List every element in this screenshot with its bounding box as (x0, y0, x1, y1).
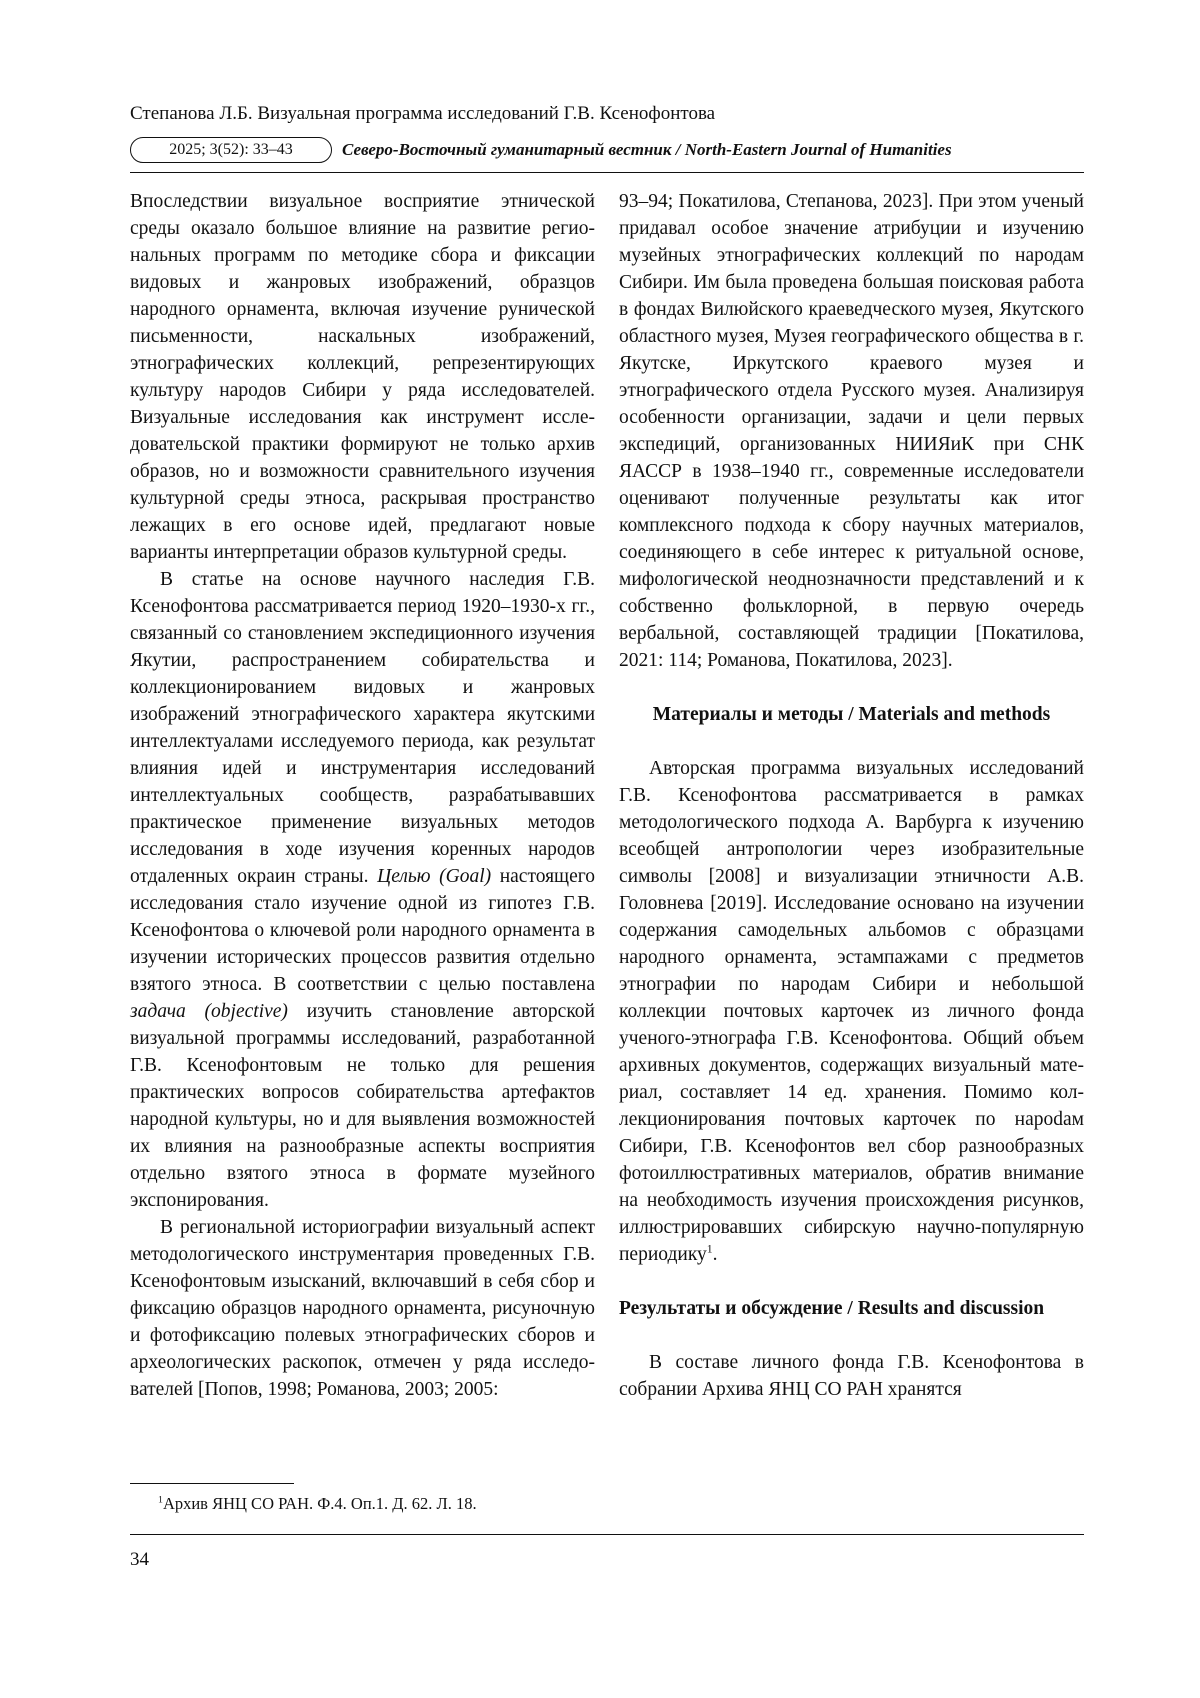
paragraph (130, 566, 595, 1214)
text-run: настоящего исследования стало изучение одной из гипотез Г.В. Ксенофонтова о ключевой роли народного орнамента в изучении исторических процессов развития отдельно взятого этноса. В соответствии с целью поставлена (130, 866, 595, 995)
spacer (619, 728, 1084, 755)
footnote-reference[interactable]: 1 (706, 1242, 713, 1256)
section-heading-materials: Материалы и методы / Materials and methods (652, 704, 1051, 725)
spacer (619, 1322, 1084, 1349)
footnote (158, 1492, 477, 1516)
spacer (619, 674, 1084, 701)
issue-badge: 2025; 3(52): 33–43 (130, 137, 332, 163)
footer-divider (130, 1534, 1084, 1535)
paragraph: В региональной историографии визуальный аспект методологического инструментария проведенных Г.В. Ксенофонтовым изысканий, включавший в себя сбор и фиксацию образцов народного орнамента, рисуночную и фотофиксацию полевых этнографических сборов и археологических раскопок, отмечен у ряда исследователей [Попов, 1998; Романова, 2003; 2005: (130, 1217, 595, 1400)
objective-term: задача (objective) (130, 1001, 288, 1022)
text-run: . (712, 1244, 718, 1265)
right-column (619, 188, 1084, 1403)
paragraph: В составе личного фонда Г.В. Ксенофонтова в собрании Архива ЯНЦ СО РАН хранятся (619, 1352, 1084, 1400)
paragraph: 93–94; Покатилова, Степанова, 2023]. При этом ученый придавал особое значение атрибуции и изучению музейных этнографических коллекций по народам Сибири. Им была проведена большая поисковая работа в фондах Вилюйского краеведческого музея, Якутского областного музея, Музея географического общества в г. Якутске, Иркутского краевого музея и этнографического отдела Русского музея. Анализируя особенности организации, задачи и цели первых экспедиций, организованных НИИЯиК при СНК ЯАССР в 1938–1940 гг., современные исследователи оценивают полученные результаты как итог комплексного подхода к сбору научных материалов, соединяющего в себе интерес к ритуальной основе, мифологической неоднозначности представлений и к собственно фольклорной, в первую очередь вербальной, составляющей традиции [Покатилова, 2021: 114; Романова, Покатилова, 2023]. (619, 191, 1084, 671)
header-divider (130, 172, 1084, 173)
page-number: 34 (130, 1549, 149, 1570)
text-run: изучить становление авторской визуальной программы исследований, разработанной Г.В. Ксенофонтовым не только для решения практических вопросов собирательства артефактов народной культуры, но и для выявления возможностей их влияния на разнообразные аспекты восприятия отдельно взятого этноса в формате музейного экспонирования. (130, 1001, 595, 1211)
paragraph (619, 755, 1084, 1268)
text-run: Авторская программа визуальных исследований Г.В. Ксенофонтова рассматривается в рамках методологического подхода А. Варбурга к изучению всеобщей антропологии через изобразительные символы [2008] и визуализации этничности А.В. Головнева [2019]. Исследование основано на изучении содержания самодельных альбомов с образцами народного орнамента, эстампажами с предметов этнографии по народам Сибири и небольшой коллекции почтовых карточек из личного фонда ученого-этнографа Г.В. Ксенофонтова. Общий объем архивных документов, содержащих визуальный материал, составляет 14 ед. хранения. Помимо коллекционирования почтовых карточек по нароdам Сибири, Г.В. Ксенофонтов вел сбор разнообразных фотоиллюстративных материалов, обратив внимание на необходимость изучения происхождения рисунков, иллюстрировавших сибирскую научно-популярную периодику (619, 758, 1084, 1265)
journal-title: Северо-Восточный гуманитарный вестник / North-Eastern Journal of Humanities (342, 140, 952, 159)
paragraph: Впоследствии визуальное восприятие этнической среды оказало большое влияние на развитие региональных программ по методике сбора и фиксации видовых и жанровых изображений, образцов народного орнамента, включая изучение рунической письменности, наскальных изображений, этнографических коллекций, репрезентирующих культуру народов Сибири у ряда исследователей. Визуальные исследования как инструмент исследовательской практики формируют не только архив образов, но и возможности сравнительного изучения культурной среды этноса, раскрывая пространство лежащих в его основе идей, предлагают новые варианты интерпретации образов культурной среды. (130, 191, 595, 563)
footnote-mark: 1 (158, 1494, 163, 1506)
footnote-text: Архив ЯНЦ СО РАН. Ф.4. Оп.1. Д. 62. Л. 18. (162, 1494, 477, 1513)
running-title: Степанова Л.Б. Визуальная программа исследований Г.В. Ксенофонтова (130, 103, 716, 124)
spacer (619, 1268, 1084, 1295)
goal-term: Целью (Goal) (377, 866, 492, 887)
footnote-divider (130, 1483, 294, 1484)
left-column (130, 188, 595, 1403)
text-run: В статье на основе научного наследия Г.В. Ксенофонтова рассматривается период 1920–1930-х гг., связанный со становлением экспедиционного изучения Якутии, распространением собирательства и коллекционированием видовых и жанровых изображений этнографического характера якутскими интеллектуалами исследуемого периода, как результат влияния идей и инструментария исследований интеллектуальных сообществ, разрабатывавших практическое применение визуальных методов исследования в ходе изучения коренных народов отдаленных окраин страны. (130, 569, 595, 887)
section-heading-results: Результаты и обсуждение / Results and discussion (619, 1298, 1045, 1319)
